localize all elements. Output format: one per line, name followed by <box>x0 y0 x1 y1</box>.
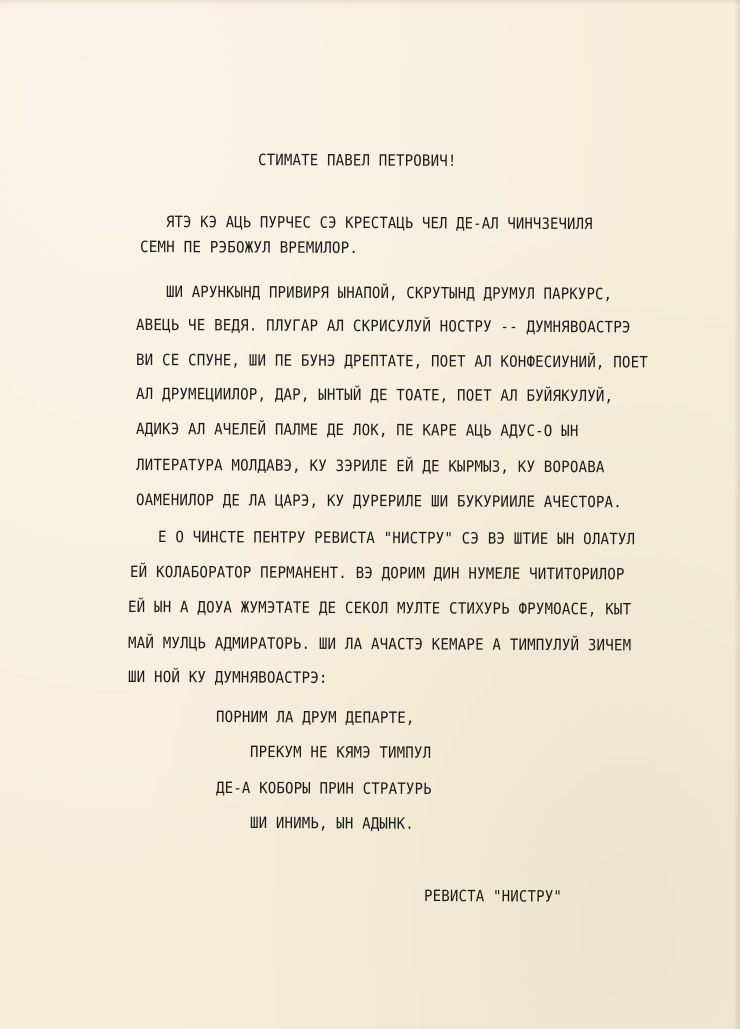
paragraph2-line: АВЕЦЬ ЧЕ ВЕДЯ. ПЛУГАР АЛ СКРИСУЛУЙ НОСТРУ -- ДУМНЯВОАСТРЭ <box>135 316 631 337</box>
poem-line: ПРЕКУМ НЕ КЯМЭ ТИМПУЛ <box>249 743 432 762</box>
paragraph2-line: АЛ ДРУМЕЦИИЛОР, ДАР, ЫНТЫЙ ДЕ ТОАТЕ, ПОЕТ АЛ БУЙЯКУЛУЙ, <box>135 385 614 406</box>
paragraph1-line: СЕМН ПЕ РЭБОЖУЛ ВРЕМИЛОР. <box>139 238 359 258</box>
paragraph3-line: Е О ЧИНСТЕ ПЕНТРУ РЕВИСТА "НИСТРУ" СЭ ВЭ ШТИЕ ЫН ОЛАТУЛ <box>157 528 636 549</box>
paragraph2-line: ЛИТЕРАТУРА МОЛДАВЭ, КУ ЗЭРИЛЕ ЕЙ ДЕ КЫРМЫЗ, КУ ВОРОАВА <box>135 456 605 477</box>
paper-top-shadow <box>0 0 740 5</box>
salutation: СТИМАТЕ ПАВЕЛ ПЕТРОВИЧ! <box>257 151 457 170</box>
paper-right-shadow <box>734 0 740 1029</box>
paragraph2-line: АДИКЭ АЛ АЧЕЛЕЙ ПАЛМЕ ДЕ ЛОК, ПЕ КАРЕ АЦЬ АДУС-О ЫН <box>135 420 579 441</box>
poem-line: ПОРНИМ ЛА ДРУМ ДЕПАРТЕ, <box>215 708 415 727</box>
paragraph1-line: ЯТЭ КЭ АЦЬ ПУРЧЕС СЭ КРЕСТАЦЬ ЧЕЛ ДЕ-АЛ ЧИНЧЗЕЧИЛЯ <box>165 213 593 234</box>
paragraph2-line: ШИ АРУНКЫНД ПРИВИРЯ ЫНАПОЙ, СКРУТЫНД ДРУМУЛ ПАРКУРС, <box>165 283 613 304</box>
poem-line: ШИ ИНИМЬ, ЫН АДЫНК. <box>249 814 415 833</box>
paragraph3-line: ЕЙ ЫН А ДОУА ЖУМЭТАТЕ ДЕ СЕКОЛ МУЛТЕ СТИХУРЬ ФРУМОАСЕ, КЫТ <box>127 598 632 619</box>
paragraph3-line: МАЙ МУЛЦЬ АДМИРАТОРЬ. ШИ ЛА АЧАСТЭ КЕМАРЕ А ТИМПУЛУЙ ЗИЧЕМ <box>127 634 632 655</box>
signature: РЕВИСТА "НИСТРУ" <box>423 887 563 906</box>
paragraph3-line: ШИ НОЙ КУ ДУМНЯВОАСТРЭ: <box>127 668 328 687</box>
paragraph3-line: ЕЙ КОЛАБОРАТОР ПЕРМАНЕНТ. ВЭ ДОРИМ ДИН НУМЕЛЕ ЧИТИТОРИЛОР <box>129 563 625 584</box>
poem-line: ДЕ-А КОБОРЫ ПРИН СТРАТУРЬ <box>215 779 432 799</box>
paragraph2-line: ВИ СЕ СПУНЕ, ШИ ПЕ БУНЭ ДРЕПТАТЕ, ПОЕТ АЛ КОНФЕСИУНИЙ, ПОЕТ <box>135 351 649 372</box>
paragraph2-line: ОАМЕНИЛОР ДЕ ЛА ЦАРЭ, КУ ДУРЕРИЛЕ ШИ БУКУРИИЛЕ АЧЕСТОРА. <box>135 491 622 512</box>
